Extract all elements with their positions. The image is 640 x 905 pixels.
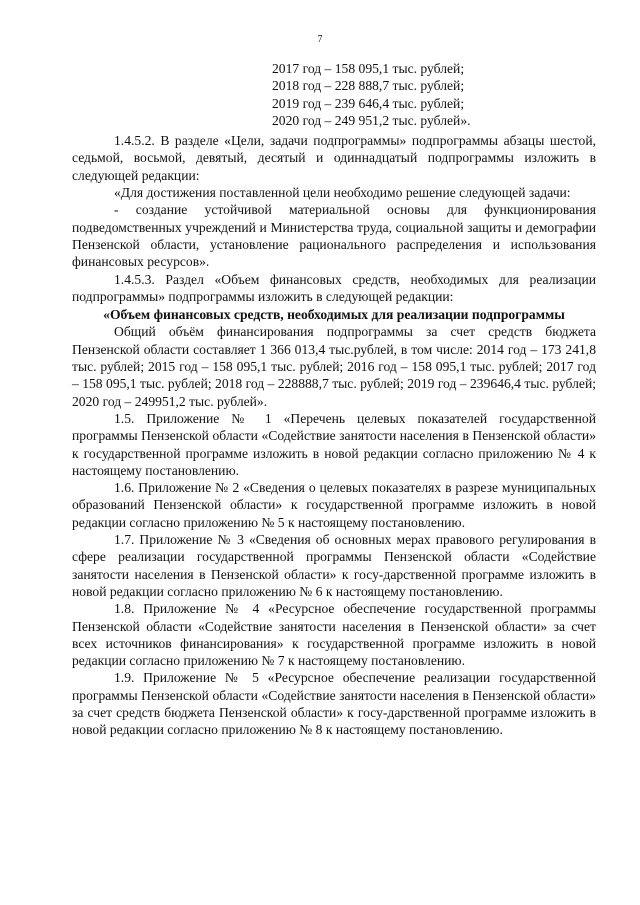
paragraph-1-5: 1.5. Приложение № 1 «Перечень целевых показателей государственной программы Пензенской области «Содействие занятости населения в Пензенской области» к государственной программе изложить в новой редакции согласно приложению № 4 к настоящему постановлению.: [72, 410, 596, 478]
page-number: 7: [317, 34, 323, 45]
paragraph-1-7: 1.7. Приложение № 3 «Сведения об основных мерах правового регулирования в сфере реализации государственной программы Пензенской области «Содействие занятости населения в Пензенской области» к госу-дарственной программе изложить в новой редакции согласно приложению № 6 к настоящему постановлению.: [72, 532, 596, 599]
document-body: [72, 60, 596, 739]
paragraph-1-4-5-2: 1.4.5.2. В разделе «Цели, задачи подпрограммы» подпрограммы абзацы шестой, седьмой, восьмой, девятый, десятый и одиннадцатый подпрограммы изложить в следующей редакции:: [72, 133, 596, 183]
paragraph-goal-intro: «Для достижения поставленной цели необходимо решение следующей задачи:: [114, 185, 571, 201]
paragraph-financing: Общий объём финансирования подпрограммы за счет средств бюджета Пензенской области составляет 1 366 013,4 тыс.рублей, в том числе: 2014 год – 173 241,8 тыс. рублей; 2015 год – 158 095,1 тыс. рублей; 2016 год – 158 095,1 тыс. рублей; 2017 год – 158 095,1 тыс. рублей; 2018 год – 228888,7 тыс. рублей; 2019 год – 239646,4 тыс. рублей; 2020 год – 249951,2 тыс. рублей».: [72, 324, 596, 409]
paragraph-1-9: 1.9. Приложение № 5 «Ресурсное обеспечение реализации государственной программы Пензенской области «Содействие занятости населения в Пензенской области» за счет средств бюджета Пензенской области» к госу-дарственной программе изложить в новой редакции согласно приложению № 8 к настоящему постановлению.: [72, 670, 596, 738]
year-item: 2017 год – 158 095,1 тыс. рублей;: [272, 61, 465, 76]
section-heading: «Объем финансовых средств, необходимых для реализации подпрограммы: [103, 307, 565, 323]
paragraph-1-8: 1.8. Приложение № 4 «Ресурсное обеспечение государственной программы Пензенской области «Содействие занятости населения в Пензенской области» за счет всех источников финансирования» к государственной программе изложить в новой редакции согласно приложению № 7 к настоящему постановлению.: [72, 601, 596, 669]
year-item: 2020 год – 249 951,2 тыс. рублей».: [272, 112, 471, 128]
paragraph-1-6: 1.6. Приложение № 2 «Сведения о целевых показателях в разрезе муниципальных образований Пензенской области» к государственной программе изложить в новой редакции согласно приложению № 5 к настоящему постановлению.: [72, 480, 596, 530]
year-list: [72, 60, 596, 129]
paragraph-1-4-5-3: 1.4.5.3. Раздел «Объем финансовых средств, необходимых для реализации подпрограммы» подпрограммы изложить в следующей редакции:: [72, 271, 596, 304]
paragraph-goal-task: - создание устойчивой материальной основы для функционирования подведомственных учреждений и Министерства труда, социальной защиты и демографии Пензенской области, установление рационального распределения и использования финансовых ресурсов».: [72, 202, 596, 270]
year-item: 2018 год – 228 888,7 тыс. рублей;: [272, 78, 465, 94]
year-item: 2019 год – 239 646,4 тыс. рублей;: [272, 95, 465, 111]
